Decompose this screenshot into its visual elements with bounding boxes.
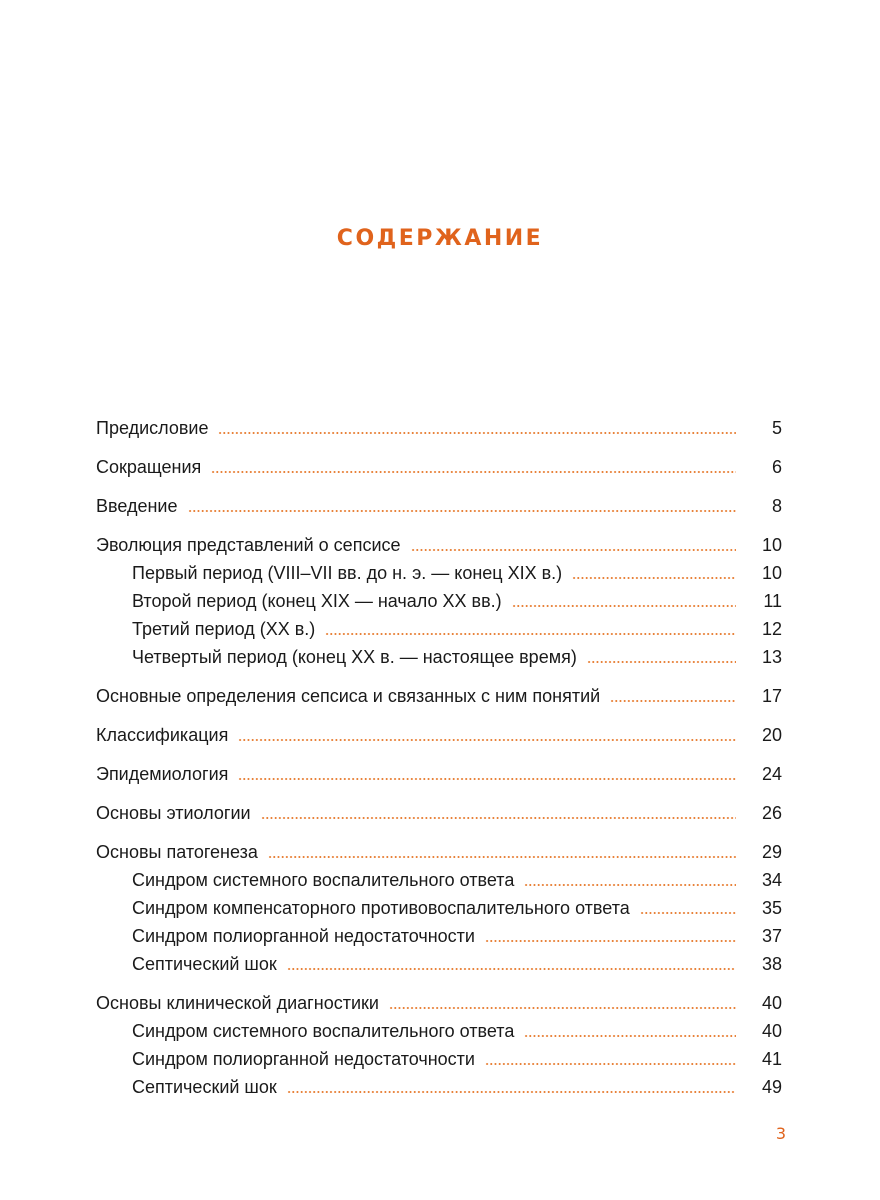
toc-entry-title: Эпидемиология xyxy=(96,764,229,784)
toc-subentry xyxy=(96,950,782,978)
toc-entry-title: Основные определения сепсиса и связанных с ним понятий xyxy=(96,686,601,706)
dot-leader xyxy=(287,968,736,970)
toc-entry-title: Первый период (VIII–VII вв. до н. э. — конец XIX в.) xyxy=(132,563,563,583)
dot-leader xyxy=(485,1063,736,1065)
toc-entry xyxy=(96,492,782,520)
toc-entry xyxy=(96,531,782,559)
dot-leader xyxy=(218,432,736,434)
toc-entry xyxy=(96,989,782,1017)
dot-leader xyxy=(211,471,736,473)
toc-page-number: 12 xyxy=(761,619,782,639)
toc-page-number: 20 xyxy=(761,725,782,745)
toc-entry-title: Четвертый период (конец XX в. — настоящее время) xyxy=(132,647,577,667)
toc-page-number: 8 xyxy=(771,496,782,516)
toc-entry xyxy=(96,760,782,788)
toc-entry-title: Синдром полиорганной недостаточности xyxy=(132,926,475,946)
toc-page-number: 37 xyxy=(761,926,782,946)
dot-leader xyxy=(287,1091,736,1093)
toc-entry-title: Синдром компенсаторного противовоспалительного ответа xyxy=(132,898,630,918)
toc-subentry xyxy=(96,922,782,950)
toc-subentry xyxy=(96,1045,782,1073)
toc-entry xyxy=(96,799,782,827)
toc-page-number: 29 xyxy=(761,842,782,862)
toc-page-number: 49 xyxy=(761,1077,782,1097)
toc-section xyxy=(96,453,782,481)
toc-entry-title: Эволюция представлений о сепсисе xyxy=(96,535,401,555)
toc-page-number: 17 xyxy=(761,686,782,706)
toc-entry-title: Септический шок xyxy=(132,1077,277,1097)
dot-leader xyxy=(610,700,736,702)
toc-entry xyxy=(96,453,782,481)
toc-subentry xyxy=(96,1073,782,1101)
dot-leader xyxy=(587,661,736,663)
toc-entry-title: Основы клинической диагностики xyxy=(96,993,379,1013)
toc-subentry xyxy=(96,587,782,615)
toc-entry-title: Основы патогенеза xyxy=(96,842,258,862)
toc-section xyxy=(96,760,782,788)
dot-leader xyxy=(524,1035,736,1037)
toc-section xyxy=(96,799,782,827)
dot-leader xyxy=(512,605,736,607)
toc-subentry xyxy=(96,615,782,643)
page-title: СОДЕРЖАНИЕ xyxy=(336,226,544,251)
toc-subentry xyxy=(96,894,782,922)
dot-leader xyxy=(238,739,736,741)
toc-entry-title: Введение xyxy=(96,496,178,516)
toc-entry-title: Сокращения xyxy=(96,457,202,477)
dot-leader xyxy=(325,633,736,635)
toc-entry-title: Синдром полиорганной недостаточности xyxy=(132,1049,475,1069)
toc-subentry xyxy=(96,1017,782,1045)
toc-page-number: 13 xyxy=(761,647,782,667)
dot-leader xyxy=(640,912,736,914)
dot-leader xyxy=(572,577,736,579)
toc-section xyxy=(96,492,782,520)
toc-section xyxy=(96,989,782,1101)
toc-page-number: 26 xyxy=(761,803,782,823)
dot-leader xyxy=(268,856,736,858)
toc-section xyxy=(96,531,782,671)
toc-page-number: 24 xyxy=(761,764,782,784)
toc-entry-title: Синдром системного воспалительного ответа xyxy=(132,1021,515,1041)
dot-leader xyxy=(261,817,736,819)
dot-leader xyxy=(238,778,736,780)
toc-page-number: 10 xyxy=(761,535,782,555)
toc-entry-title: Септический шок xyxy=(132,954,277,974)
dot-leader xyxy=(411,549,736,551)
toc-entry xyxy=(96,838,782,866)
dot-leader xyxy=(389,1007,736,1009)
toc-section xyxy=(96,721,782,749)
dot-leader xyxy=(188,510,736,512)
toc-page-number: 41 xyxy=(761,1049,782,1069)
table-of-contents xyxy=(96,414,782,1112)
toc-entry xyxy=(96,414,782,442)
toc-page-number: 40 xyxy=(761,993,782,1013)
toc-entry xyxy=(96,682,782,710)
toc-page-number: 10 xyxy=(761,563,782,583)
toc-page-number: 40 xyxy=(761,1021,782,1041)
toc-page-number: 11 xyxy=(763,591,782,611)
toc-subentry xyxy=(96,866,782,894)
toc-section xyxy=(96,414,782,442)
toc-entry xyxy=(96,721,782,749)
toc-subentry xyxy=(96,643,782,671)
toc-section xyxy=(96,682,782,710)
toc-entry-title: Основы этиологии xyxy=(96,803,251,823)
toc-entry-title: Третий период (XX в.) xyxy=(132,619,316,639)
dot-leader xyxy=(485,940,736,942)
toc-page-number: 34 xyxy=(761,870,782,890)
toc-section xyxy=(96,838,782,978)
toc-subentry xyxy=(96,559,782,587)
toc-entry-title: Предисловие xyxy=(96,418,209,438)
toc-page-number: 35 xyxy=(761,898,782,918)
toc-entry-title: Второй период (конец XIX — начало XX вв.) xyxy=(132,591,502,611)
dot-leader xyxy=(524,884,736,886)
page-number: 3 xyxy=(775,1124,786,1143)
toc-entry-title: Классификация xyxy=(96,725,229,745)
toc-page-number: 38 xyxy=(761,954,782,974)
toc-page-number: 5 xyxy=(771,418,782,438)
toc-entry-title: Синдром системного воспалительного ответа xyxy=(132,870,515,890)
toc-page-number: 6 xyxy=(771,457,782,477)
